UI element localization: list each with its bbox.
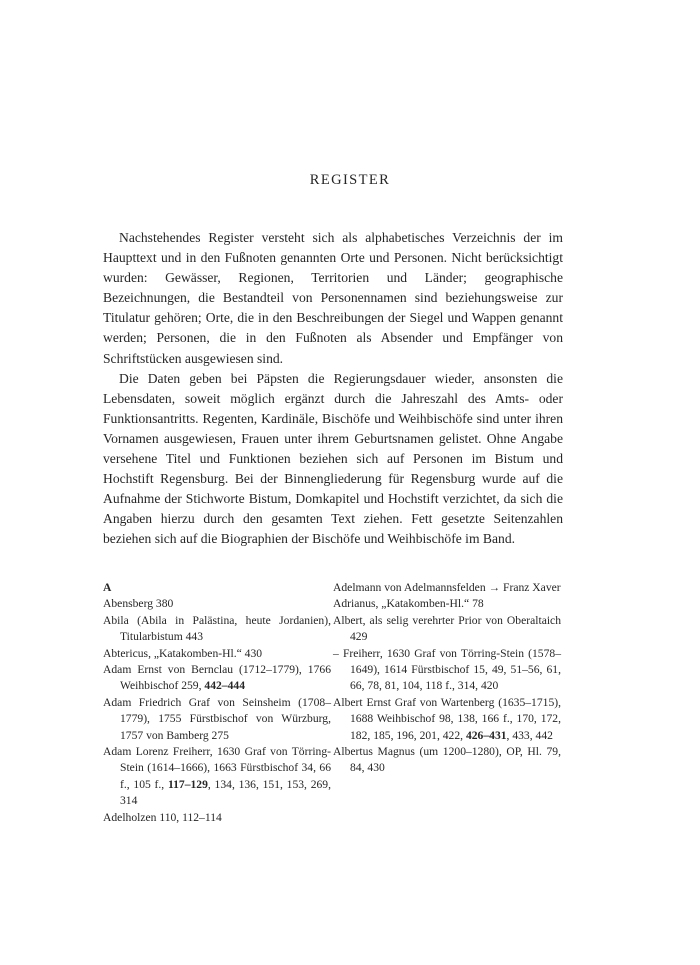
index-column-right [333,580,561,777]
index-entry [103,695,331,744]
entry-text: Adam Lorenz Freiherr, 1630 Graf von Törring-Stein (1614–1666), 1663 Fürstbischof 34, 66 f., 105 f., [103,745,331,791]
index-entry [103,810,331,826]
entry-text: Albertus Magnus (um 1200–1280), OP, Hl. 79, 84, 430 [333,745,561,775]
entry-bold-pages: 426–431 [465,728,507,742]
index-entry [103,744,331,810]
index-entry [333,646,561,695]
entry-text: Abtericus, „Katakomben-Hl.“ 430 [103,646,263,660]
entry-text: Adam Friedrich Graf von Seinsheim (1708–1779), 1755 Fürstbischof von Würzburg, 1757 von Bamberg 275 [103,695,331,742]
intro-paragraph: Die Daten geben bei Päpsten die Regierungsdauer wieder, ansonsten die Lebensdaten, soweit möglich ergänzt durch die Jahreszahl des Amts- oder Funktionsantritts. Regenten, Kardinäle, Bischöfe und Weihbischöfe sind unter ihren Vornamen ausgewiesen, Frauen unter ihrem Geburtsnamen gelistet. Ohne Angabe versehene Titel und Funktionen beziehen sich auf Personen im Bistum und Hochstift Regensburg. Bei der Binnengliederung für Regensburg wurde auf die Aufnahme der Stichworte Bistum, Domkapitel und Hochstift verzichtet, da sich die Angaben hierzu durch den gesamten Text ziehen. Fett gesetzte Seitenzahlen beziehen sich auf die Biographien der Bischöfe und Weihbischöfe im Band. [103,370,563,547]
index-entry [333,613,561,646]
entry-text-tail: , 433, 442 [506,728,553,742]
entry-bold-pages: 117–129 [167,777,208,791]
index-entry [333,580,561,596]
entry-text-tail: , 134, 136, 151, 153, 269, 314 [120,777,331,808]
index-letter-heading: A [103,581,112,594]
entry-bold-pages: 442–444 [204,679,245,693]
index-entry [103,596,331,612]
entry-text: Adelholzen 110, 112–114 [103,810,222,824]
index-entry [103,662,331,695]
entry-text: Abensberg 380 [103,597,174,611]
index-column-left [103,580,331,826]
entry-text: Abila (Abila in Palästina, heute Jordanien), Titularbistum 443 [103,613,331,644]
entry-text: Adam Ernst von Bernclau (1712–1779), 1766 Weihbischof 259, [103,663,331,693]
page-title: REGISTER [309,172,391,188]
entry-text: – Freiherr, 1630 Graf von Törring-Stein (1578–1649), 1614 Fürstbischof 15, 49, 51–56, 61, 66, 78, 81, 104, 118 f., 314, 420 [333,646,561,693]
index-entry [333,596,561,612]
entry-text: Adelmann von Adelmannsfelden → Franz Xaver [333,581,561,594]
index-entry [103,646,331,662]
intro-paragraph: Nachstehendes Register versteht sich als alphabetisches Verzeichnis der im Haupttext und in den Fußnoten genannten Orte und Personen. Nicht berücksichtigt wurden: Gewässer, Regionen, Territorien und Länder; geographische Bezeichnungen, die Bestandteil von Personennamen sind beziehungsweise zur Titulatur gehören; Orte, die in den Beschreibungen der Siegel und Wappen genannt werden; Personen, die in den Fußnoten als Absender und Empfänger von Schriftstücken ausgewiesen sind. [103,230,563,366]
index-entry [103,613,331,646]
entry-text: Albert Ernst Graf von Wartenberg (1635–1715), 1688 Weihbischof 98, 138, 166 f., 170, 172, 182, 185, 196, 201, 422, [333,695,561,742]
index-entry [333,695,561,744]
entry-text: Albert, als selig verehrter Prior von Oberaltaich 429 [333,613,561,644]
index-entry [333,744,561,777]
entry-text: Adrianus, „Katakomben-Hl.“ 78 [333,597,484,611]
intro-text [103,228,563,550]
